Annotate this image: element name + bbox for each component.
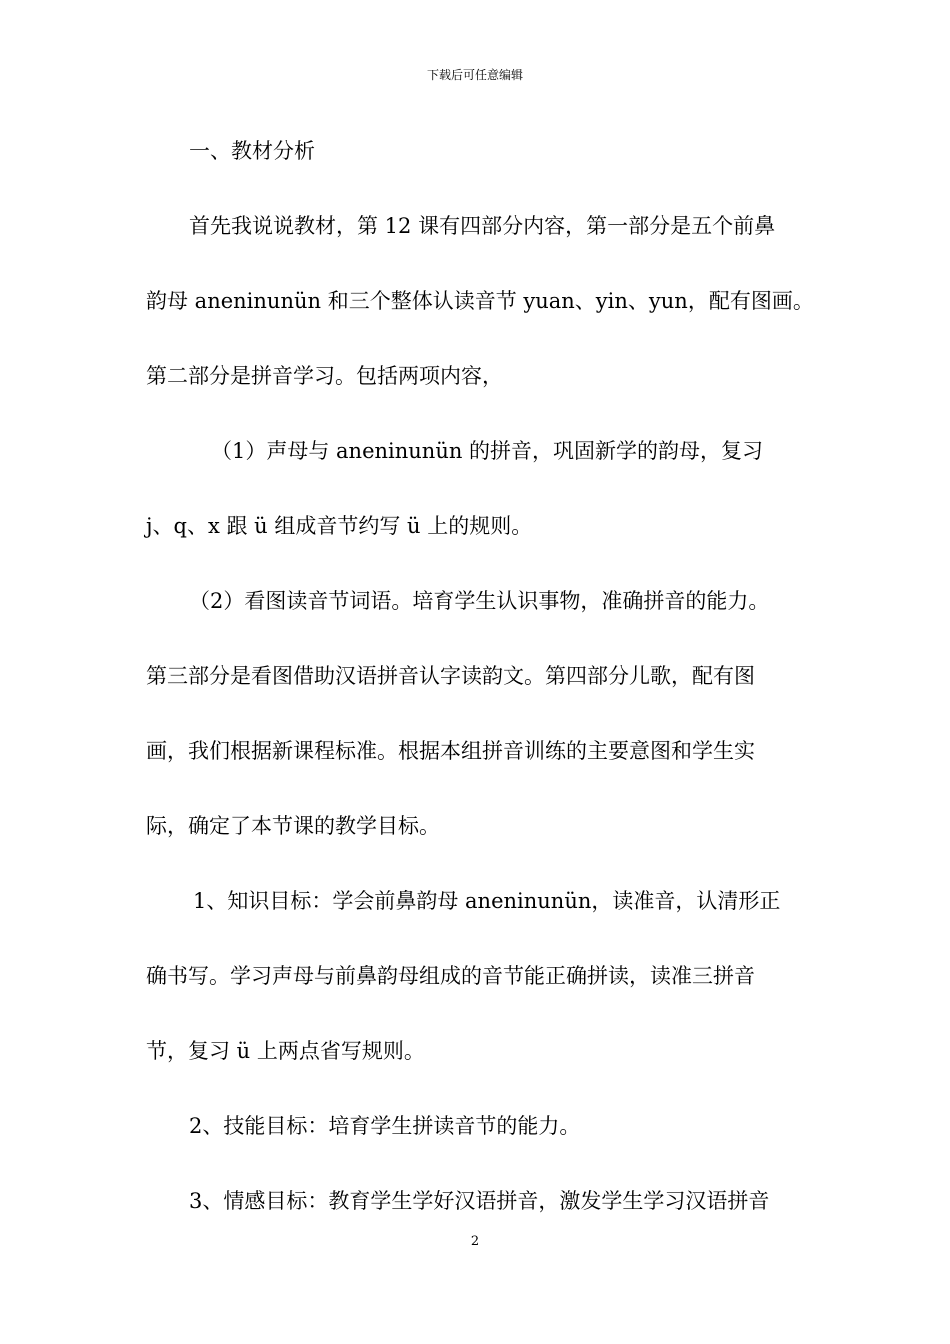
paragraph-line: 确书写。学习声母与前鼻韵母组成的音节能正确拼读，读准三拼音: [146, 964, 755, 988]
paragraph-line: j、q、x 跟 ü 组成音节约写 ü 上的规则。: [146, 514, 533, 538]
paragraph-line: 际，确定了本节课的教学目标。: [146, 814, 440, 838]
section-heading: 一、教材分析: [189, 139, 315, 163]
paragraph-line: 2、技能目标：培育学生拼读音节的能力。: [189, 1114, 581, 1138]
paragraph-line: 画，我们根据新课程标准。根据本组拼音训练的主要意图和学生实: [146, 739, 755, 763]
paragraph-line: （2）看图读音节词语。培育学生认识事物，准确拼音的能力。: [189, 589, 770, 613]
paragraph-line: 节，复习 ü 上两点省写规则。: [146, 1039, 425, 1063]
page-number: 2: [470, 1234, 480, 1249]
paragraph-line: 首先我说说教材，第 12 课有四部分内容，第一部分是五个前鼻: [189, 214, 776, 238]
paragraph-line: 韵母 aneninunün 和三个整体认读音节 yuan、yin、yun，配有图画。: [146, 289, 814, 313]
paragraph-line: 第三部分是看图借助汉语拼音认字读韵文。第四部分儿歌，配有图: [146, 664, 755, 688]
paragraph-line: 第二部分是拼音学习。包括两项内容，: [146, 364, 503, 388]
header-note: 下载后可任意编辑: [426, 68, 523, 82]
paragraph-line: 1、知识目标：学会前鼻韵母 aneninunün，读准音，认清形正: [193, 889, 781, 913]
paragraph-line: （1）声母与 aneninunün 的拼音，巩固新学的韵母，复习: [211, 439, 764, 463]
paragraph-line: 3、情感目标：教育学生学好汉语拼音，激发学生学习汉语拼音: [189, 1189, 770, 1213]
